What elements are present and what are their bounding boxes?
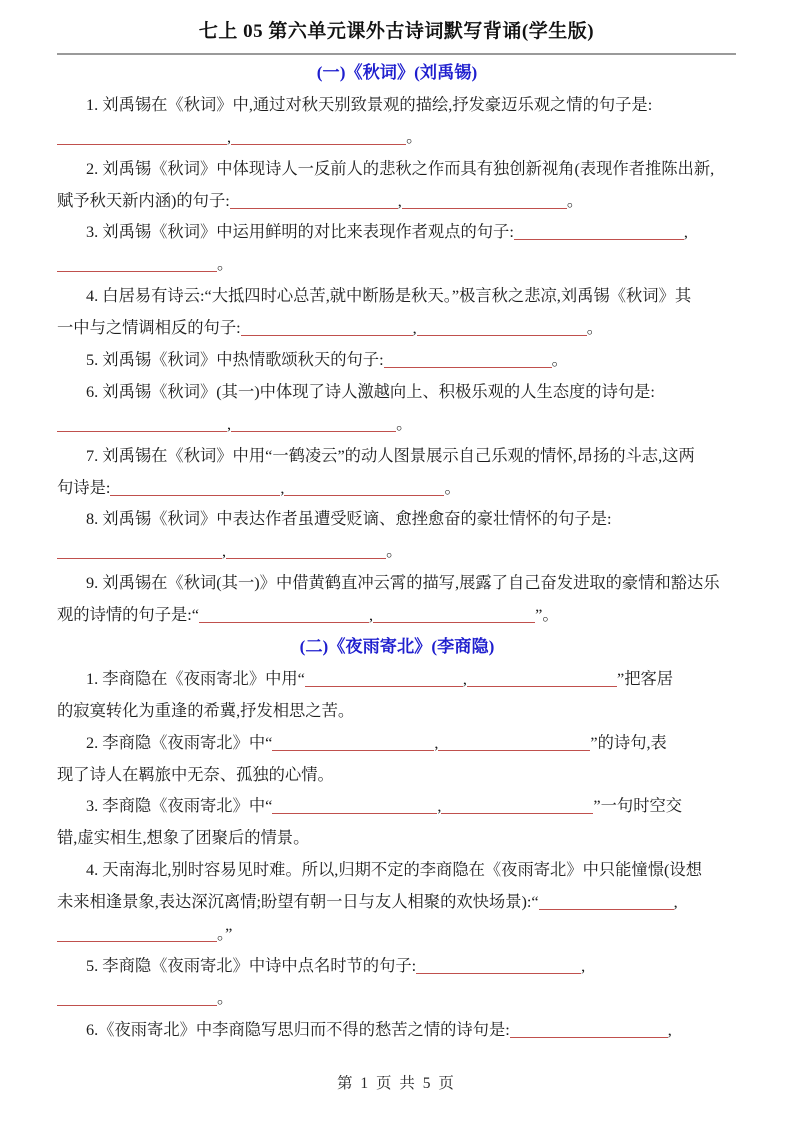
question-text: 3. 李商隐《夜雨寄北》中“: [86, 796, 273, 816]
question-text: ”的诗句,表: [590, 732, 667, 752]
question-1-9-line: [57, 567, 737, 599]
question-text: 4. 天南海北,别时容易见时难。所以,归期不定的李商隐在《夜雨寄北》中只能憧憬(设想: [86, 860, 702, 880]
question-2-1-line: [57, 663, 737, 695]
question-text: 。: [406, 126, 423, 146]
question-text: ,: [462, 668, 467, 688]
question-1-8-line: [57, 535, 737, 567]
answer-blank: [231, 417, 396, 432]
answer-blank: [510, 1023, 668, 1038]
answer-blank: [272, 799, 437, 814]
question-2-3-line: [57, 790, 737, 822]
question-1-3-line: [57, 216, 737, 248]
question-text: 。: [396, 413, 413, 433]
question-text: ,: [437, 796, 442, 816]
question-text: 2. 李商隐《夜雨寄北》中“: [86, 732, 273, 752]
question-text: ,: [280, 477, 285, 497]
answer-blank: [539, 895, 674, 910]
question-text: 。: [566, 190, 584, 210]
question-text: 1. 李商隐在《夜雨寄北》中用“: [86, 668, 305, 688]
question-1-6-line: [57, 408, 737, 440]
question-1-1-line: [57, 89, 737, 121]
answer-blank: [438, 736, 590, 751]
answer-blank: [417, 321, 587, 336]
answer-blank: [373, 608, 535, 623]
answer-blank: [57, 927, 217, 942]
answer-blank: [231, 130, 406, 145]
answer-blank: [305, 672, 463, 687]
question-text: 句诗是:: [57, 477, 111, 497]
answer-blank: [57, 130, 227, 145]
question-2-1-line: [57, 695, 737, 727]
answer-blank: [226, 544, 386, 559]
question-text: 2. 刘禹锡《秋词》中体现诗人一反前人的悲秋之作而具有独创新视角(表现作者推陈出新,: [86, 158, 715, 178]
question-text: 观的诗情的句子是:“: [57, 605, 200, 625]
question-text: 8. 刘禹锡《秋词》中表达作者虽遭受贬谪、愈挫愈奋的豪壮情怀的句子是:: [86, 509, 612, 529]
question-2-2-line: [57, 759, 737, 791]
page-header: [0, 0, 793, 55]
question-text: 。”: [217, 924, 233, 944]
answer-blank: [441, 799, 593, 814]
question-text: ,: [667, 1019, 672, 1039]
question-1-4-line: [57, 280, 737, 312]
question-text: 。: [386, 541, 403, 561]
question-text: ,: [434, 732, 439, 752]
question-2-5-line: [57, 950, 737, 982]
question-1-7-line: [57, 440, 737, 472]
question-2-4-line: [57, 886, 737, 918]
answer-blank: [384, 353, 552, 368]
question-text: ,: [412, 318, 417, 338]
section-heading-1: (一)《秋词》(刘禹锡): [316, 63, 478, 82]
question-2-4-line: [57, 854, 737, 886]
question-1-1-line: [57, 121, 737, 153]
question-1-9-line: [57, 599, 737, 631]
answer-blank: [241, 321, 413, 336]
question-text: 。: [217, 254, 234, 274]
question-text: ,: [227, 126, 232, 146]
question-1-5-line: [57, 344, 737, 376]
question-1-2-line: [57, 185, 737, 217]
question-1-2-line: [57, 153, 737, 185]
question-text: 9. 刘禹锡在《秋词(其一)》中借黄鹤直冲云霄的描写,展露了自己奋发进取的豪情和豁达乐: [86, 573, 720, 593]
answer-blank: [57, 991, 217, 1006]
answer-blank: [284, 481, 444, 496]
page-title: 七上 05 第六单元课外古诗词默写背诵(学生版): [198, 21, 595, 42]
question-2-4-line: [57, 918, 737, 950]
question-text: 赋予秋天新内涵)的句子:: [57, 190, 230, 210]
answer-blank: [230, 194, 398, 209]
question-text: ”。: [535, 605, 559, 625]
question-text: ”一句时空交: [593, 796, 683, 816]
question-2-3-line: [57, 822, 737, 854]
question-text: ,: [222, 541, 227, 561]
question-text: 3. 刘禹锡《秋词》中运用鲜明的对比来表现作者观点的句子:: [86, 222, 514, 242]
question-2-2-line: [57, 727, 737, 759]
question-text: 1. 刘禹锡在《秋词》中,通过对秋天别致景观的描绘,抒发豪迈乐观之情的句子是:: [86, 94, 653, 114]
question-text: ”把客居: [616, 668, 674, 688]
question-text: ,: [397, 190, 402, 210]
question-text: 7. 刘禹锡在《秋词》中用“一鹤凌云”的动人图景展示自己乐观的情怀,昂扬的斗志,这两: [86, 445, 695, 465]
question-text: 。: [586, 318, 603, 338]
answer-blank: [402, 194, 567, 209]
answer-blank: [57, 257, 217, 272]
question-text: ,: [227, 413, 232, 433]
question-text: 5. 刘禹锡《秋词》中热情歌颂秋天的句子:: [86, 350, 384, 370]
question-text: 未来相逢景象,表达深沉离情;盼望有朝一日与友人相聚的欢快场景):“: [57, 892, 539, 912]
answer-blank: [467, 672, 617, 687]
answer-blank: [514, 225, 684, 240]
question-text: 。: [217, 987, 234, 1007]
question-text: 错,虚实相生,想象了团聚后的情景。: [57, 828, 310, 848]
answer-blank: [199, 608, 369, 623]
question-1-8-line: [57, 503, 737, 535]
question-2-6-line: [57, 1014, 737, 1046]
question-1-7-line: [57, 472, 737, 504]
question-text: ,: [673, 892, 678, 912]
question-text: ,: [683, 222, 688, 242]
question-1-6-line: [57, 376, 737, 408]
question-text: 现了诗人在羁旅中无奈、孤独的心情。: [57, 764, 334, 784]
question-2-5-line: [57, 982, 737, 1014]
question-text: 。: [551, 350, 568, 370]
question-text: 6.《夜雨寄北》中李商隐写思归而不得的愁苦之情的诗句是:: [86, 1019, 510, 1039]
header-rule: [57, 53, 736, 55]
document-body: [0, 57, 793, 1046]
question-text: 。: [444, 477, 461, 497]
question-1-4-line: [57, 312, 737, 344]
answer-blank: [272, 736, 434, 751]
question-text: 6. 刘禹锡《秋词》(其一)中体现了诗人激越向上、积极乐观的人生态度的诗句是:: [86, 381, 655, 401]
answer-blank: [110, 481, 280, 496]
question-text: 的寂寞转化为重逢的希冀,抒发相思之苦。: [57, 700, 355, 720]
question-text: ,: [581, 955, 586, 975]
question-text: 5. 李商隐《夜雨寄北》中诗中点名时节的句子:: [86, 955, 417, 975]
answer-blank: [416, 959, 581, 974]
answer-blank: [57, 544, 222, 559]
answer-blank: [57, 417, 227, 432]
question-text: 4. 白居易有诗云:“大抵四时心总苦,就中断肠是秋天。”极言秋之悲凉,刘禹锡《秋词》其: [86, 286, 692, 306]
section-heading-2: (二)《夜雨寄北》(李商隐): [299, 637, 495, 657]
question-text: 一中与之情调相反的句子:: [57, 318, 241, 338]
page-number: 第 1 页 共 5 页: [337, 1075, 456, 1092]
question-text: ,: [369, 605, 374, 625]
question-1-3-line: [57, 248, 737, 280]
